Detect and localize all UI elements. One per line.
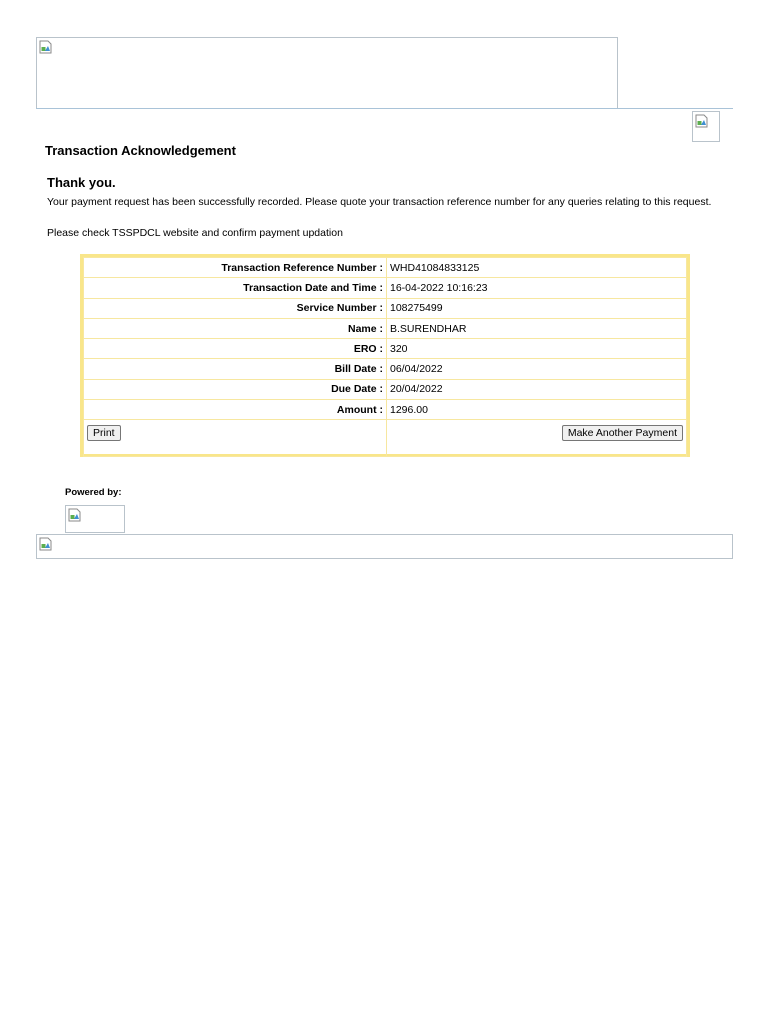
powered-by-label: Powered by: bbox=[65, 487, 122, 498]
transaction-datetime-value: 16-04-2022 10:16:23 bbox=[387, 278, 687, 298]
header-divider bbox=[36, 108, 733, 109]
table-row bbox=[84, 400, 687, 420]
broken-image-icon bbox=[695, 114, 708, 128]
transaction-details-table bbox=[83, 257, 687, 457]
ero-label: ERO : bbox=[84, 339, 387, 359]
table-row bbox=[84, 359, 687, 379]
due-date-value: 20/04/2022 bbox=[387, 379, 687, 399]
confirm-message: Please check TSSPDCL website and confirm payment updation bbox=[47, 227, 343, 239]
button-row bbox=[84, 420, 687, 457]
broken-image-icon bbox=[68, 508, 81, 522]
table-row bbox=[84, 258, 687, 278]
thank-you-heading: Thank you. bbox=[47, 175, 116, 190]
transaction-datetime-label: Transaction Date and Time : bbox=[84, 278, 387, 298]
name-label: Name : bbox=[84, 318, 387, 338]
reference-number-label: Transaction Reference Number : bbox=[84, 258, 387, 278]
amount-label: Amount : bbox=[84, 400, 387, 420]
success-message: Your payment request has been successfully recorded. Please quote your transaction reference number for any queries relating to this request. bbox=[47, 196, 712, 208]
print-cell bbox=[84, 420, 387, 457]
powered-by-logo-image bbox=[65, 505, 125, 533]
name-value: B.SURENDHAR bbox=[387, 318, 687, 338]
transaction-details-box bbox=[80, 254, 690, 457]
table-row bbox=[84, 339, 687, 359]
ero-value: 320 bbox=[387, 339, 687, 359]
table-row bbox=[84, 318, 687, 338]
reference-number-value: WHD41084833125 bbox=[387, 258, 687, 278]
table-row bbox=[84, 298, 687, 318]
due-date-label: Due Date : bbox=[84, 379, 387, 399]
bill-date-value: 06/04/2022 bbox=[387, 359, 687, 379]
amount-value: 1296.00 bbox=[387, 400, 687, 420]
service-number-value: 108275499 bbox=[387, 298, 687, 318]
footer-banner-image bbox=[36, 534, 733, 559]
print-button[interactable]: Print bbox=[87, 425, 121, 441]
service-number-label: Service Number : bbox=[84, 298, 387, 318]
page-title: Transaction Acknowledgement bbox=[45, 143, 236, 158]
right-logo-image bbox=[692, 111, 720, 142]
header-banner-image bbox=[36, 37, 618, 109]
table-row bbox=[84, 278, 687, 298]
table-row bbox=[84, 379, 687, 399]
make-another-payment-button[interactable]: Make Another Payment bbox=[562, 425, 683, 441]
bill-date-label: Bill Date : bbox=[84, 359, 387, 379]
another-payment-cell bbox=[387, 420, 687, 457]
broken-image-icon bbox=[39, 40, 52, 54]
broken-image-icon bbox=[39, 537, 52, 551]
